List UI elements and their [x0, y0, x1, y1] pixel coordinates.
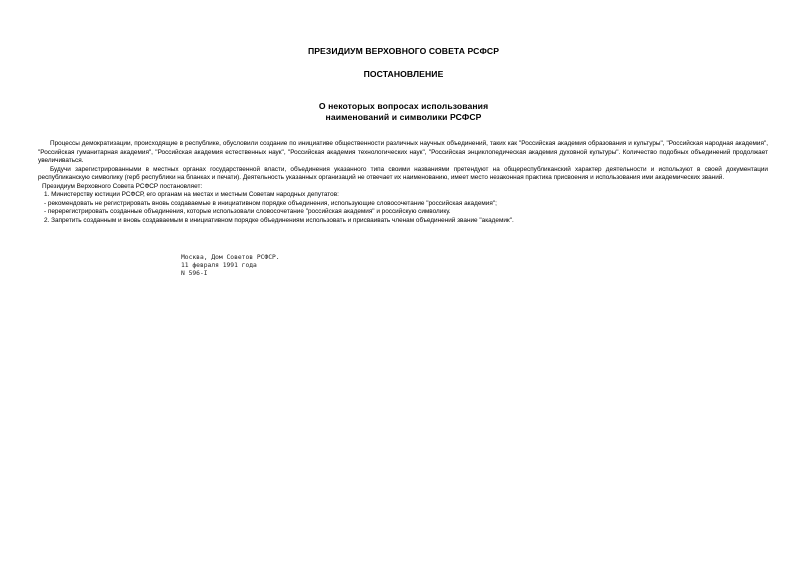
paragraph-2: Будучи зарегистрированными в местных органах государственной власти, объединения указанного типа своими названиями претендуют на общереспубликанский характер деятельности и используют в своей документации республиканскую символику (герб республики на бланках и печати). Деятельность указанных организаций не отвечает их наименованию, имеет место незаконная практика присвоения и использования ими академических званий.	[38, 165, 768, 181]
document-number: N 596-I	[181, 270, 208, 277]
clause-1b: - перерегистрировать созданные объединения, которые использовали словосочетание "российская академия" и российскую символику.	[44, 208, 451, 215]
document-title-line-1: О некоторых вопросах использования	[318, 101, 489, 111]
document-body	[38, 140, 768, 225]
clause-1a: - рекомендовать не регистрировать вновь создаваемые в инициативном порядке объединения, использующие словосочетание "российская академия";	[44, 199, 497, 207]
resolution-preamble: Президиум Верховного Совета РСФСР постановляет:	[42, 182, 203, 190]
paragraph-1: Процессы демократизации, происходящие в республике, обусловили создание по инициативе общественности различных научных объединений, таких как "Российская академия образования и культуры", "Российская народная академия", "Российская гуманитарная академия", "Российская академия естественных наук", "Российская академия технологических наук", "Российская энциклопедическая академия духовной культуры". Количество подобных объединений продолжает увеличиваться.	[38, 140, 768, 164]
issuing-body-heading: ПРЕЗИДИУМ ВЕРХОВНОГО СОВЕТА РСФСР	[307, 46, 500, 56]
document-type-heading: ПОСТАНОВЛЕНИЕ	[363, 69, 444, 79]
clause-1: 1. Министерству юстиции РСФСР, его органам на местах и местным Советам народных депутатов:	[44, 191, 339, 198]
signing-place: Москва, Дом Советов РСФСР.	[181, 254, 280, 261]
clause-2: 2. Запретить созданным и вновь создаваемым в инициативном порядке объединениям использовать и присваивать членам объединений звание "академик".	[44, 216, 514, 224]
signing-date: 11 февраля 1991 года	[181, 262, 257, 269]
document-title-line-2: наименований и символики РСФСР	[325, 112, 482, 122]
